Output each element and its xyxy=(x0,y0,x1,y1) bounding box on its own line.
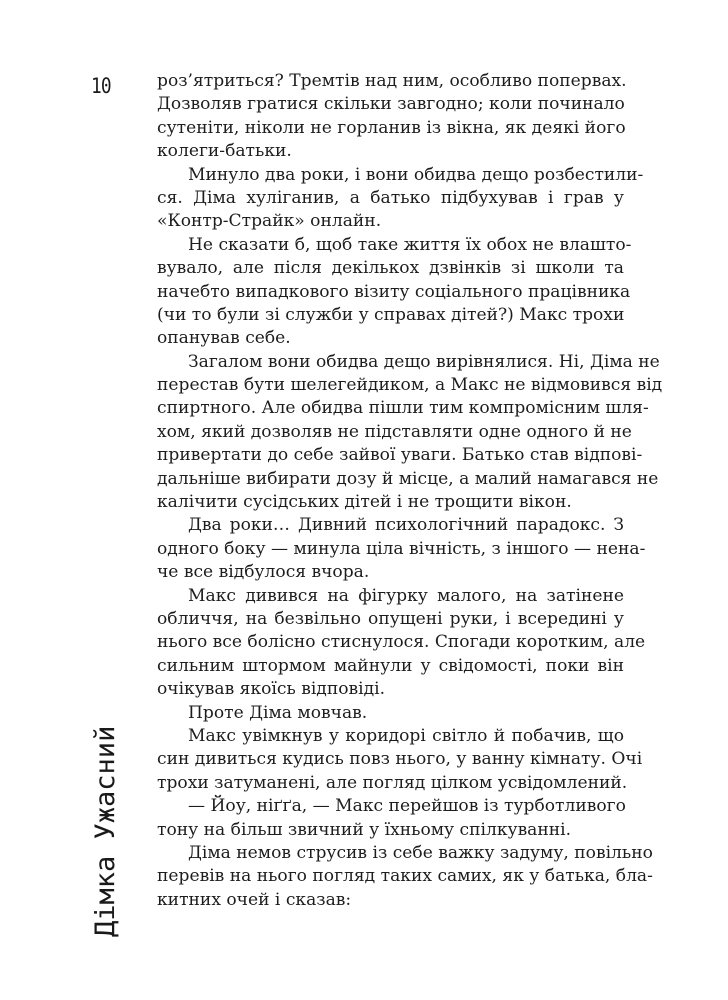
text-line: Не сказати б, щоб таке життя їх обох не влашто- xyxy=(188,234,632,255)
text-line: сильним штормом майнули у свідомості, поки він xyxy=(157,655,624,676)
text-line: нього все болісно стиснулося. Спогади коротким, але xyxy=(157,632,646,653)
text-line: обличчя, на безвільно опущені руки, і всередині у xyxy=(157,608,624,629)
text-line: очікував якоїсь відповіді. xyxy=(157,679,386,700)
text-body xyxy=(157,70,663,912)
text-line: «Контр-Страйк» онлайн. xyxy=(157,211,382,232)
text-line: че все відбулося вчора. xyxy=(157,562,370,583)
text-line: (чи то були зі служби у справах дітей?) Макс трохи xyxy=(157,304,625,325)
text-line: одного боку — минула ціла вічність, з іншого — нена- xyxy=(157,538,646,559)
text-line: трохи затуманені, але погляд цілком усвідомлений. xyxy=(157,772,628,793)
paragraph xyxy=(157,725,643,795)
text-line: тону на більш звичний у їхньому спілкуванні. xyxy=(157,819,572,840)
text-line: Макс дивився на фігурку малого, на затінене xyxy=(188,585,624,606)
text-line: дальніше вибирати дозу й місце, а малий намагався не xyxy=(157,468,659,489)
text-line: хом, який дозволяв не підставляти одне одного й не xyxy=(157,421,632,442)
text-line: син дивиться кудись повз нього, у ванну кімнату. Очі xyxy=(157,749,643,770)
text-line: Макс увімкнув у коридорі світло й побачив, що xyxy=(188,725,624,746)
running-title: Дімка Ужасний xyxy=(90,725,121,937)
text-line: спиртного. Але обидва пішли тим компромісним шля- xyxy=(157,398,649,419)
paragraph xyxy=(157,70,627,164)
text-line: перестав бути шелегейдиком, а Макс не відмовився від xyxy=(157,375,663,396)
text-line: Діма немов струсив із себе важку задуму, повільно xyxy=(188,842,653,863)
text-line: опанував себе. xyxy=(157,328,291,349)
text-line: Минуло два роки, і вони обидва дещо розбестили- xyxy=(188,164,644,185)
paragraph xyxy=(157,585,646,702)
paragraph xyxy=(157,164,644,234)
text-line: ся. Діма хуліганив, а батько підбухував і грав у xyxy=(157,187,624,208)
text-line: роз’ятриться? Тремтів над ним, особливо попервах. xyxy=(157,71,627,91)
paragraph xyxy=(157,351,663,515)
text-line: — Йоу, ніґґа, — Макс перейшов із турботливого xyxy=(188,796,626,817)
text-line: колеги-батьки. xyxy=(157,141,292,162)
paragraph xyxy=(157,795,624,842)
text-line: начебто випадкового візиту соціального працівника xyxy=(157,281,631,302)
text-line: Загалом вони обидва дещо вирівнялися. Ні, Діма не xyxy=(188,351,660,372)
paragraph xyxy=(157,514,646,584)
text-line: Два роки… Дивний психологічний парадокс. З xyxy=(188,515,624,536)
text-line: сутеніти, ніколи не горланив із вікна, як деякі його xyxy=(157,117,626,138)
text-line: Проте Діма мовчав. xyxy=(188,702,368,723)
text-line: вувало, але після декількох дзвінків зі школи та xyxy=(157,258,624,279)
text-line: китних очей і сказав: xyxy=(157,889,352,910)
text-line: привертати до себе зайвої уваги. Батько став відпові- xyxy=(157,445,643,466)
page-number: 10 xyxy=(91,74,111,98)
paragraph xyxy=(157,842,653,912)
text-line: калічити сусідських дітей і не трощити вікон. xyxy=(157,492,572,513)
text-line: Дозволяв гратися скільки завгодно; коли починало xyxy=(157,94,625,115)
paragraph xyxy=(157,234,632,351)
paragraph xyxy=(157,702,624,725)
text-line: перевів на нього погляд таких самих, як у батька, бла- xyxy=(157,866,653,887)
